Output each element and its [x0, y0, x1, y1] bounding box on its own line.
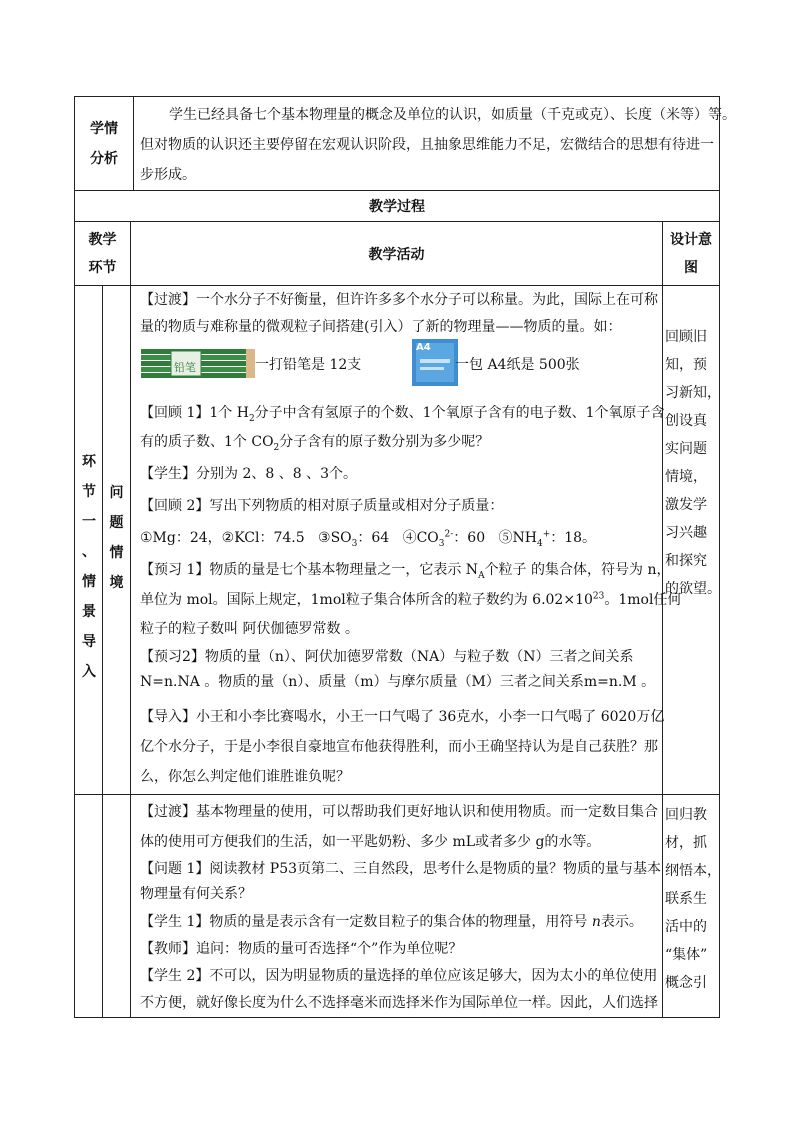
substage-char: 题: [109, 515, 124, 531]
preview1-text-d: 。1mol任何: [604, 592, 682, 608]
divider-v-activity: [130, 221, 131, 1018]
mass-list: [140, 527, 596, 547]
review1-text-d: 分子含有的原子数分别为多少呢？: [279, 434, 490, 450]
design-line: 联系生: [665, 891, 707, 907]
intro-line2: 亿个水分子，于是小李很自豪地宣布他获得胜利，而小王确坚持认为是自己获胜？那: [140, 739, 658, 755]
teacher-question: 【教师】追问：物质的量可否选择“个”作为单位呢？: [140, 941, 463, 957]
transition-line2: 量的物质与难称量的微观粒子间搭建(引入）了新的物理量——物质的量。如：: [140, 319, 622, 335]
student2-line2: 不方便，就好像长度为什么不选择毫米而选择米作为国际单位一样。因此，人们选择: [140, 995, 658, 1011]
preview2-line1: 【预习2】物质的量（n）、阿伏加德罗常数（NA）与粒子数（N）三者之间关系: [140, 649, 634, 665]
intro-line3: 么，你怎么判定他们谁胜谁负呢？: [140, 769, 350, 785]
design-line: 激发学: [665, 497, 707, 513]
review1-text-a: 【回顾 1】1个 H: [140, 405, 249, 421]
stage-char: 、: [82, 544, 96, 560]
preview1-text-a: 【预习 1】物质的量是七个基本物理量之一，它表示 N: [140, 562, 479, 578]
preview1-line3: 粒子的粒子数叫 阿伏伽德罗常数 。: [140, 621, 359, 637]
review1-line2: [140, 431, 489, 451]
situation-label-line1: 学情: [90, 120, 118, 137]
divider-v-design: [662, 221, 663, 1018]
stage-char: 情: [82, 574, 96, 590]
stage-label-vertical: [76, 447, 102, 687]
design-line: 习新知，: [665, 385, 721, 401]
preview2-line2: N=n.NA 。物质的量（n）、质量（m）与摩尔质量（M）三者之间关系m=n.M 。: [140, 674, 656, 690]
situation-para-line1: 学生已经具备七个基本物理量的概念及单位的认识，如质量（千克或克）、长度（米等）等。: [169, 107, 736, 123]
question1-line1: 【问题 1】阅读教材 P53页第二、三自然段，思考什么是物质的量？物质的量与基本: [140, 861, 662, 877]
mass-item-mg-kcl: ①Mg：24，②KCl：74.5: [140, 530, 305, 546]
row2-transition-line1: 【过渡】基本物理量的使用，可以帮助我们更好地认识和使用物质。而一定数目集合: [140, 804, 658, 820]
design-line: 知，预: [665, 357, 707, 373]
header-activity: 教学活动: [368, 246, 425, 263]
situation-para-line3: 步形成。: [140, 167, 196, 183]
design-line: 回顾旧: [665, 329, 707, 345]
design-line: 习兴趣: [665, 525, 707, 541]
design-line: 实问题: [665, 441, 707, 457]
mass-item-co3: $④CO_3^{2-}$：60: [402, 529, 486, 549]
design-line: 和探究: [665, 553, 707, 569]
header-stage-line2: 环节: [88, 259, 117, 276]
substage-char: 境: [109, 575, 124, 591]
divider-h4: [74, 794, 720, 795]
review1-line1: [140, 402, 665, 422]
situation-para-line2: 但对物质的认识还主要停留在宏观认识阶段，且抽象思维能力不足，宏微结合的思想有待进一: [140, 137, 714, 153]
review1-text-c: 有的质子数、1个 CO: [140, 434, 274, 450]
design-line: 情境，: [665, 469, 707, 485]
stage-char: 一: [82, 514, 96, 530]
review1-sub-co2: 2: [273, 442, 280, 453]
design-intent-2: [665, 801, 721, 997]
divider-h3: [74, 285, 720, 286]
preview1-line2: [140, 589, 681, 609]
paper-box-text: A4: [416, 342, 431, 353]
paper-caption: 一包 A4纸是 500张: [455, 357, 580, 373]
intro-line1: 【导入】小王和小李比赛喝水，小王一口气喝了 36克水，小李一口气喝了 6020万亿: [140, 709, 665, 725]
situation-label: [75, 97, 133, 190]
stage-char: 导: [82, 634, 96, 650]
pencil-caption: 一打铅笔是 12支: [255, 357, 362, 373]
question1-line2: 物理量有何关系？: [140, 886, 252, 902]
design-line: 活中的: [665, 919, 707, 935]
design-line: 的欲望。: [665, 581, 721, 597]
mass-item-so3: $③SO_3$：64: [318, 530, 390, 549]
header-stage: [75, 222, 130, 285]
header-design-line1: 设计意: [670, 231, 712, 248]
preview1-text-c: 单位为 mol。国际上规定，1mol粒子集合体所含的粒子数约为 6.02×10: [140, 592, 593, 608]
student1-text-a: 【学生 1】物质的量是表示含有一定数目粒子的集合体的物理量，用符号: [140, 914, 592, 930]
preview1-sub-a: A: [478, 570, 485, 581]
review1-text-b: 分子中含有氢原子的个数、1个氧原子含有的电子数、1个氧原子含: [254, 405, 665, 421]
header-design: [663, 222, 719, 285]
stage-char: 景: [82, 604, 96, 620]
table-border-top: [74, 96, 720, 97]
table-border-bottom: [74, 1017, 720, 1018]
design-intent-1: [665, 323, 721, 603]
pencil-pack-image: [141, 347, 255, 379]
review2-line: 【回顾 2】写出下列物质的相对原子质量或相对分子质量：: [140, 498, 504, 514]
preview1-line1: [140, 559, 670, 579]
review1-sub: 2: [248, 413, 255, 424]
mass-item-nh4: $⑤NH_4^+$：18。: [498, 529, 597, 549]
preview1-text-b: 个粒子 的集合体，符号为 n，: [484, 562, 671, 578]
stage-char: 环: [82, 454, 96, 470]
stage-char: 入: [82, 664, 96, 680]
process-title: 教学过程: [369, 199, 425, 215]
transition-line1: 【过渡】一个水分子不好衡量，但许许多多个水分子可以称量。为此，国际上在可称: [140, 292, 658, 308]
row2-transition-line2: 体的使用可方便我们的生活，如一平匙奶粉、多少 mL或者多少 g的水等。: [140, 834, 601, 850]
student1-text-b: 表示。: [600, 914, 643, 930]
design-line: 回归教: [665, 807, 707, 823]
student-answer: 【学生】分别为 2、8 、8 、3个。: [140, 466, 357, 482]
design-line: “集体”: [665, 947, 708, 963]
student2-line1: 【学生 2】不可以，因为明显物质的量选择的单位应该足够大，因为太小的单位使用: [140, 968, 658, 984]
situation-label-line2: 分析: [90, 150, 118, 167]
design-line: 材，抓: [665, 835, 707, 851]
header-stage-line1: 教学: [88, 231, 117, 248]
design-line: 概念引: [665, 975, 707, 991]
substage-label-vertical: [103, 478, 130, 598]
divider-v-label: [133, 96, 134, 191]
design-line: 创设真: [665, 413, 707, 429]
substage-char: 问: [109, 485, 124, 501]
divider-v-stage: [102, 285, 103, 1018]
preview1-sup-23: 23: [592, 591, 605, 602]
header-design-line2: 图: [684, 259, 698, 276]
design-line: 纲悟本，: [665, 863, 721, 879]
student1-answer: [140, 911, 643, 931]
substage-char: 情: [109, 545, 124, 561]
symbol-n: n: [591, 914, 601, 930]
stage-char: 节: [82, 484, 96, 500]
pencil-box-text: 铅笔: [174, 361, 196, 374]
